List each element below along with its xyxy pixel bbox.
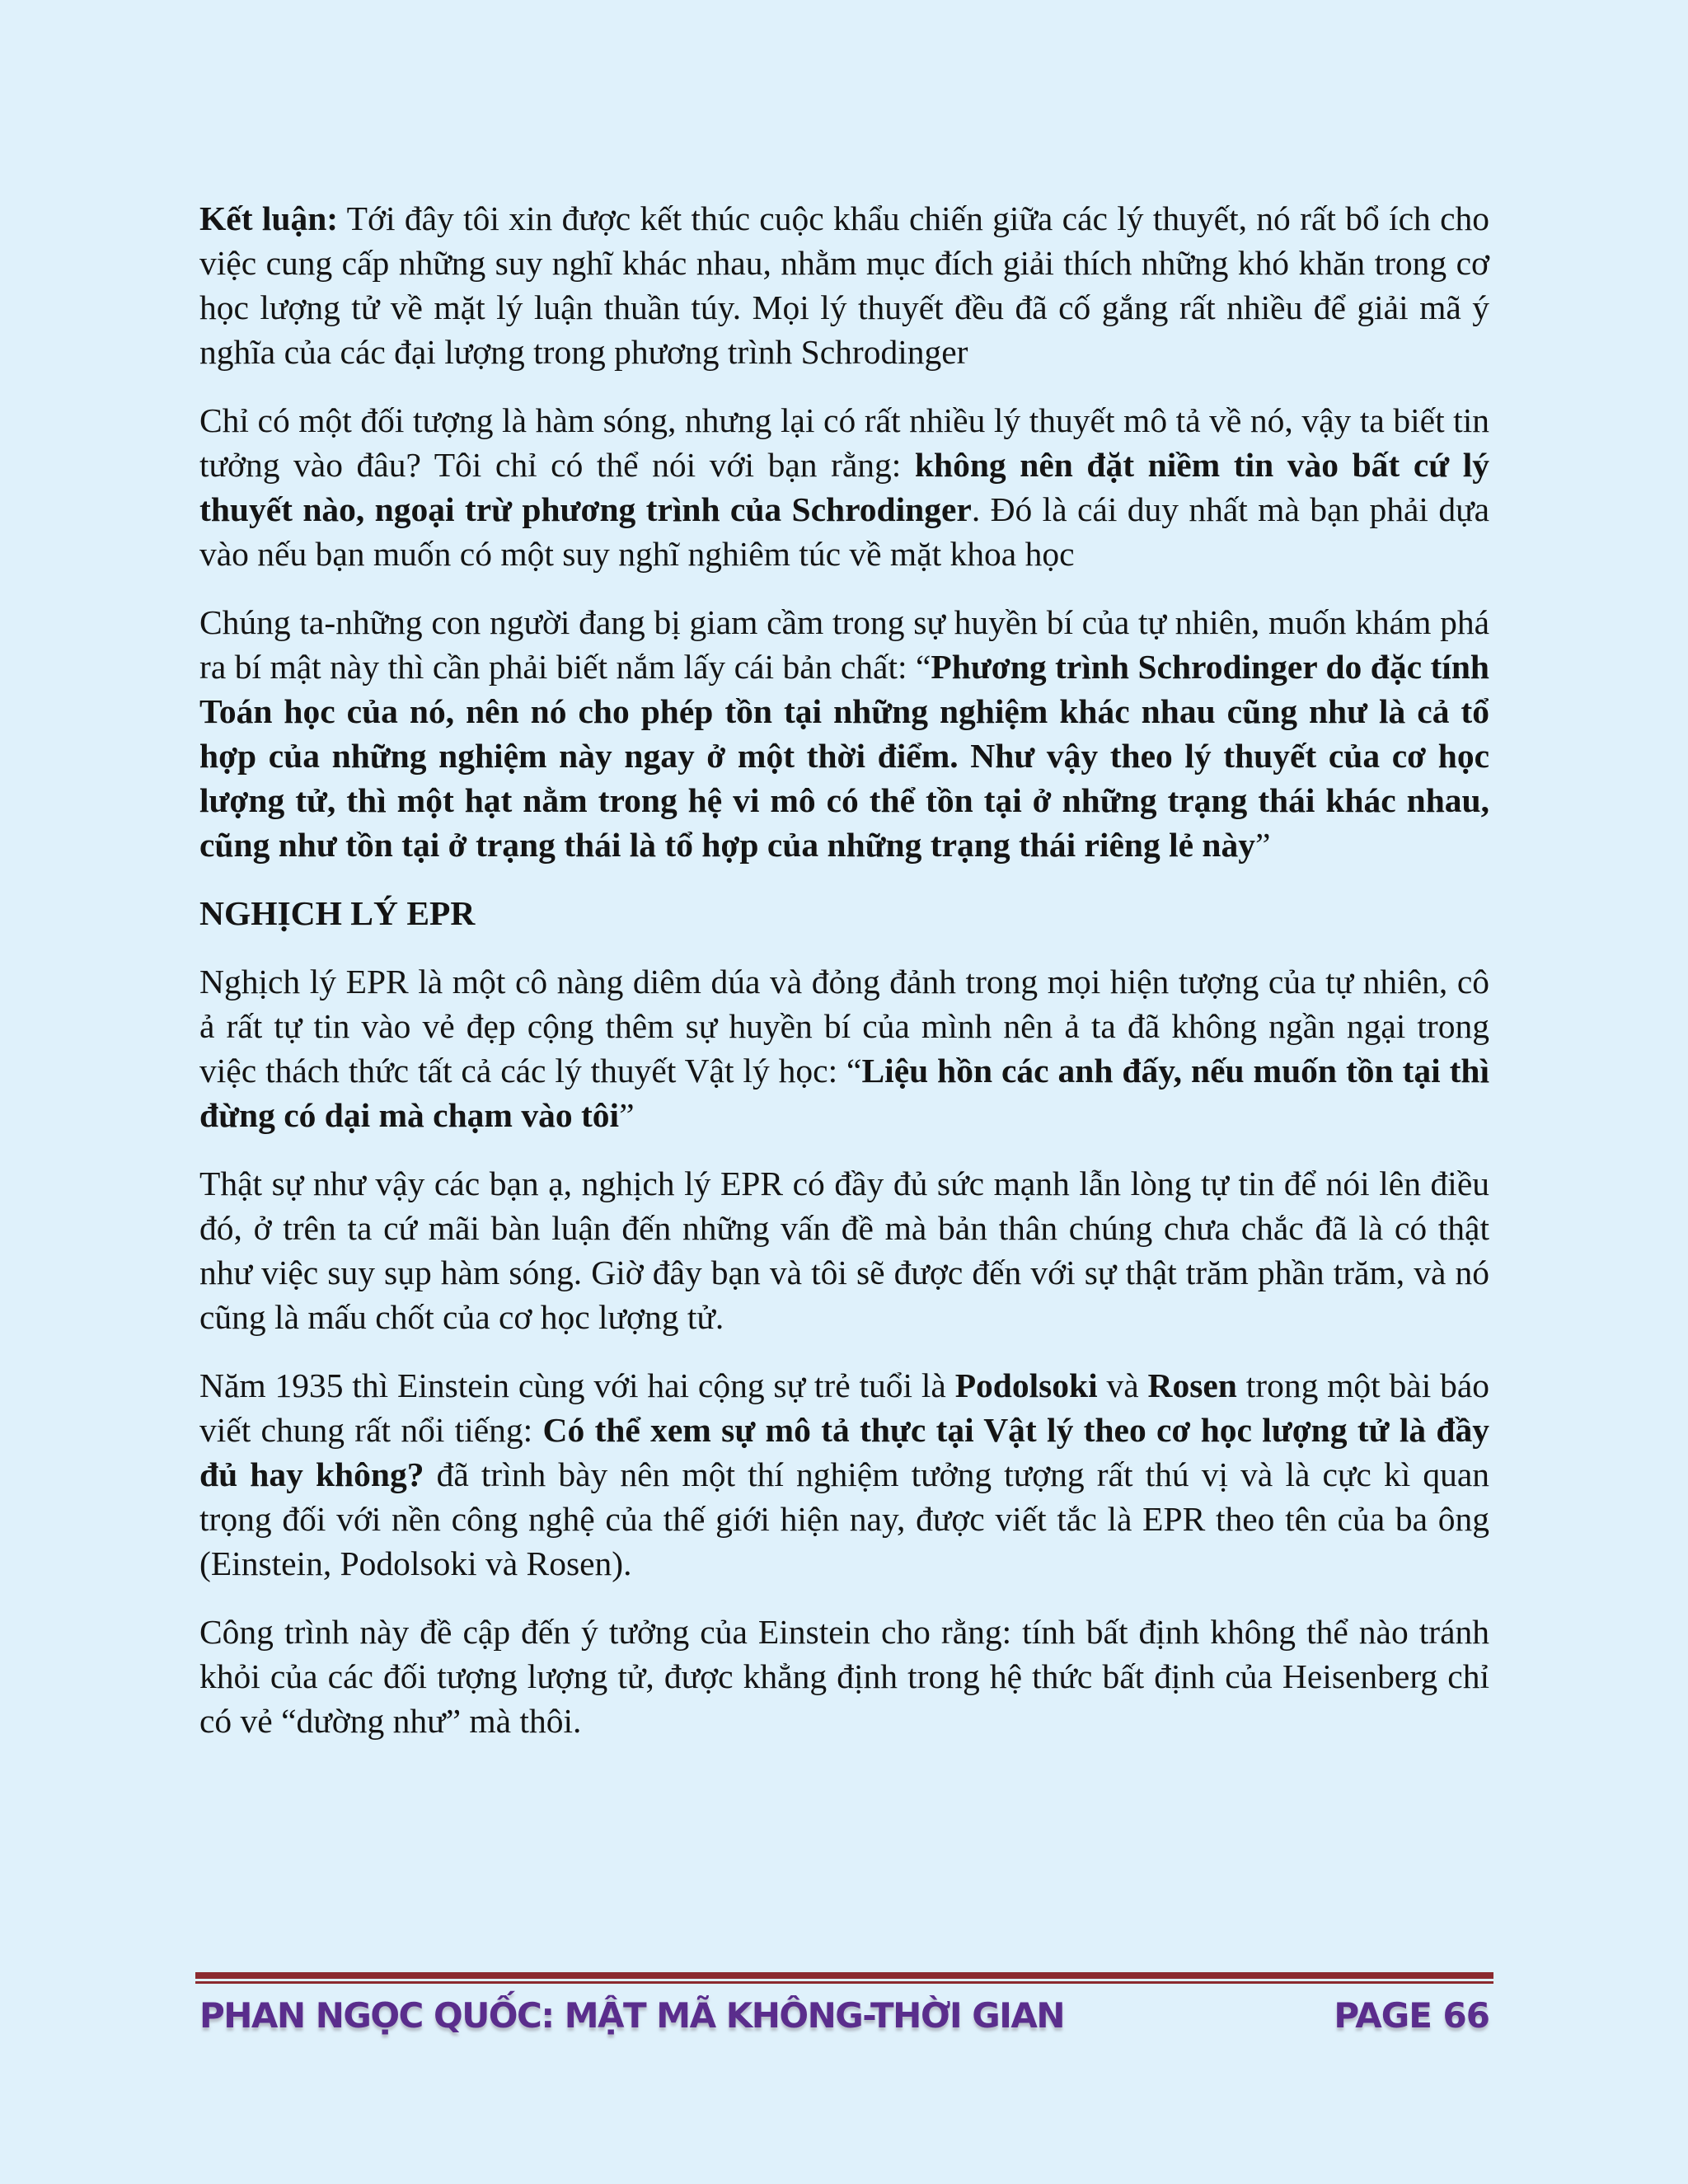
paragraph-text: đã trình bày nên một thí nghiệm tưởng tượng rất thú vị và là cực kì quan trọng đối với nền công nghệ của thế giới hiện nay, được viết tắc là EPR theo tên của ba ông (Einstein, Podolsoki và Rosen). xyxy=(199,1455,1490,1582)
emphasis-text: Liệu hồn các anh đấy, nếu muốn tồn tại thì đừng có dại mà chạm vào tôi xyxy=(199,1052,1490,1134)
paragraph-text: Tới đây tôi xin được kết thúc cuộc khẩu chiến giữa các lý thuyết, nó rất bổ ích cho việc cung cấp những suy nghĩ khác nhau, nhằm mục đích giải thích những khó khăn trong cơ học lượng tử về mặt lý luận thuần túy. Mọi lý thuyết đều đã cố gắng rất nhiều để giải mã ý nghĩa của các đại lượng trong phương trình Schrodinger xyxy=(199,199,1489,371)
footer-title: PHAN NGỌC QUỐC: MẬT MÃ KHÔNG-THỜI GIAN xyxy=(199,1995,1065,2036)
paragraph-schrodinger xyxy=(199,600,1489,867)
page-number: PAGE 66 xyxy=(1334,1995,1489,2036)
emphasis-title: Có thể xem sự mô tả thực tại Vật lý theo cơ học lượng tử là đầy đủ hay không? xyxy=(199,1411,1489,1493)
conclusion-label: Kết luận: xyxy=(199,199,339,237)
paragraph-text: . Đó là cái duy nhất mà bạn phải dựa vào nếu bạn muốn có một suy nghĩ nghiêm túc về mặt khoa học xyxy=(199,490,1489,573)
paragraph-epr-truth xyxy=(199,1161,1489,1339)
emphasis-name: Podolsoki xyxy=(954,1366,1098,1404)
paragraph-text: Chúng ta-những con người đang bị giam cầm trong sự huyền bí của tự nhiên, muốn khám phá ra bí mật này thì cần phải biết nắm lấy cái bản chất: “ xyxy=(199,603,1489,686)
emphasis-name: Rosen xyxy=(1147,1366,1237,1404)
footer-rule-thin xyxy=(195,1981,1493,1984)
paragraph-text: Công trình này đề cập đến ý tưởng của Einstein cho rằng: tính bất định không thể nào tránh khỏi của các đối tượng lượng tử, được khẳng định trong hệ thức bất định của Heisenberg chỉ có vẻ “dường như” mà thôi. xyxy=(199,1613,1489,1740)
paragraph-epr-intro xyxy=(199,959,1489,1137)
page-footer xyxy=(199,1990,1489,2042)
paragraph-conclusion xyxy=(199,196,1489,374)
paragraph-text: Chỉ có một đối tượng là hàm sóng, nhưng lại có rất nhiều lý thuyết mô tả về nó, vậy ta biết tin tưởng vào đâu? Tôi chỉ có thể nói với bạn rằng: xyxy=(199,401,1489,484)
paragraph-wavefunction xyxy=(199,398,1489,576)
emphasis-text: không nên đặt niềm tin vào bất cứ lý thuyết nào, ngoại trừ phương trình của Schrodinger xyxy=(199,446,1489,528)
paragraph-epr-1935 xyxy=(199,1363,1489,1586)
paragraph-text: ” xyxy=(1255,826,1271,864)
paragraph-text: Thật sự như vậy các bạn ạ, nghịch lý EPR có đầy đủ sức mạnh lẫn lòng tự tin để nói lên điều đó, ở trên ta cứ mãi bàn luận đến những vấn đề mà bản thân chúng chưa chắc đã là có thật như việc suy sụp hàm sóng. Giờ đây bạn và tôi sẽ được đến với sự thật trăm phần trăm, và nó cũng là mấu chốt của cơ học lượng tử. xyxy=(199,1165,1489,1336)
page-body xyxy=(199,196,1489,1767)
paragraph-text: ” xyxy=(619,1096,635,1134)
footer-rule-thick xyxy=(195,1972,1493,1979)
paragraph-text: Năm 1935 thì Einstein cùng với hai cộng sự trẻ tuổi là xyxy=(199,1366,955,1404)
paragraph-text: trong một bài báo viết chung rất nổi tiếng: xyxy=(199,1366,1490,1449)
section-heading: NGHỊCH LÝ EPR xyxy=(199,894,476,932)
emphasis-text: Phương trình Schrodinger do đặc tính Toán học của nó, nên nó cho phép tồn tại những nghiệm khác nhau cũng như là cả tổ hợp của những nghiệm này ngay ở một thời điểm. Như vậy theo lý thuyết của cơ học lượng tử, thì một hạt nằm trong hệ vi mô có thể tồn tại ở những trạng thái khác nhau, cũng như tồn tại ở trạng thái là tổ hợp của những trạng thái riêng lẻ này xyxy=(199,648,1489,864)
paragraph-heisenberg xyxy=(199,1610,1489,1743)
paragraph-text: Nghịch lý EPR là một cô nàng diêm dúa và đỏng đảnh trong mọi hiện tượng của tự nhiên, cô ả rất tự tin vào vẻ đẹp cộng thêm sự huyền bí của mình nên ả ta đã không ngần ngại trong việc thách thức tất cả các lý thuyết Vật lý học: “ xyxy=(199,963,1489,1090)
paragraph-text: và xyxy=(1097,1366,1148,1404)
